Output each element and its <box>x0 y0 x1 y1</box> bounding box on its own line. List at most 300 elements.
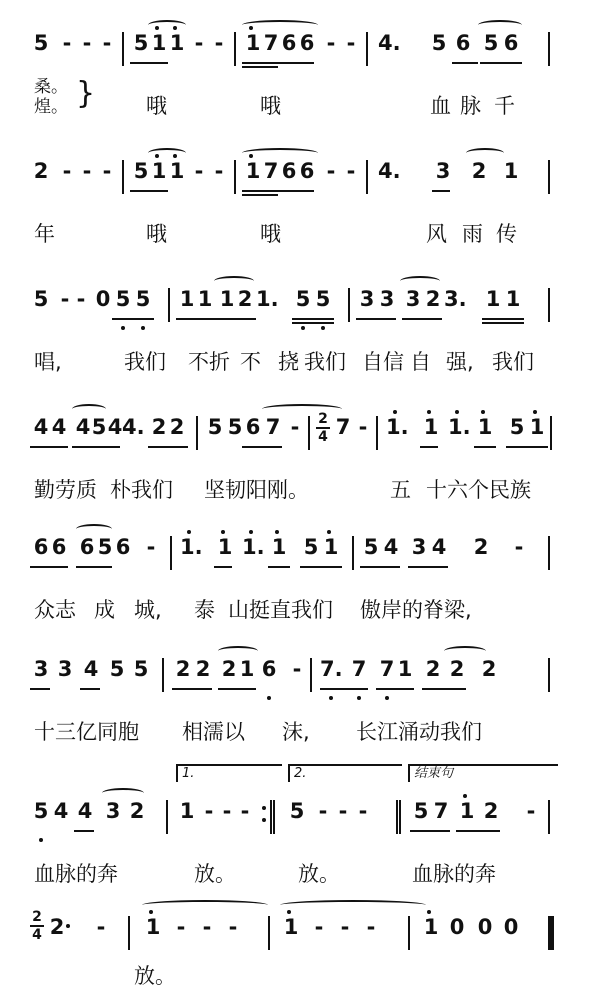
note: 3 <box>359 287 375 311</box>
underline <box>214 566 232 568</box>
note: 4 <box>75 415 91 439</box>
note: 2 <box>33 159 49 183</box>
note: 2 <box>175 657 191 681</box>
note: 2 <box>425 287 441 311</box>
note: 2 <box>237 287 253 311</box>
underline <box>360 566 400 568</box>
barline <box>268 916 270 950</box>
underline <box>112 318 154 320</box>
dash: - <box>102 159 112 183</box>
notation-row <box>30 28 570 74</box>
underline <box>292 322 334 324</box>
lyrics-row <box>34 858 574 888</box>
lyric: 不 <box>240 350 261 374</box>
time-signature-top: 2 <box>32 909 42 925</box>
time-signature-top: 2 <box>318 411 328 427</box>
dash: - <box>82 31 92 55</box>
dash: - <box>76 287 86 311</box>
underline <box>376 688 414 690</box>
high-octave-dot <box>187 530 191 534</box>
underline <box>292 318 334 320</box>
underline <box>320 688 368 690</box>
notation-row <box>30 654 570 700</box>
underline <box>216 318 256 320</box>
underline <box>176 318 216 320</box>
high-octave-dot <box>249 530 253 534</box>
note: 2 <box>425 657 441 681</box>
low-octave-dot <box>121 326 125 330</box>
lyric: 不折 <box>188 350 230 374</box>
note: 5 <box>33 31 49 55</box>
note: 5 <box>431 31 447 55</box>
lyric: 风 <box>426 222 447 246</box>
note: 1 <box>423 415 439 439</box>
lyric: 放。 <box>298 862 340 886</box>
lyric: 勤劳质 <box>34 478 97 502</box>
lyrics-row <box>34 964 574 1004</box>
dash: - <box>214 31 224 55</box>
dash: - <box>96 915 106 939</box>
note: 3 <box>33 657 49 681</box>
volta-second-ending: 2. <box>288 764 402 782</box>
dash: - <box>290 415 300 439</box>
underline <box>422 688 466 690</box>
barline <box>308 416 310 450</box>
dash: - <box>314 915 324 939</box>
brace: } <box>76 76 96 111</box>
note: 7 <box>265 415 281 439</box>
underline <box>432 190 450 192</box>
note: 1 <box>169 159 185 183</box>
note: 1. <box>448 415 471 439</box>
low-octave-dot <box>385 696 389 700</box>
underline <box>452 62 478 64</box>
note: 4 <box>51 415 67 439</box>
note: 5 <box>115 287 131 311</box>
high-octave-dot <box>275 530 279 534</box>
high-octave-dot <box>287 910 291 914</box>
repeat-dot <box>262 806 266 810</box>
note: 2 <box>195 657 211 681</box>
dash: - <box>340 915 350 939</box>
lyric: 血脉的奔 <box>34 862 118 886</box>
dash: - <box>214 159 224 183</box>
underline <box>474 446 496 448</box>
note: 6 <box>455 31 471 55</box>
note: 7. <box>320 657 343 681</box>
barline <box>408 916 410 950</box>
notation-row <box>30 412 570 458</box>
note: 1 <box>245 31 261 55</box>
note: 5 <box>315 287 331 311</box>
lyric: 自信 <box>362 350 404 374</box>
dash: - <box>240 799 250 823</box>
note: 7 <box>351 657 367 681</box>
note: 1 <box>245 159 261 183</box>
note: 0 <box>503 915 519 939</box>
barline <box>548 32 550 66</box>
barline <box>548 536 550 570</box>
low-octave-dot <box>357 696 361 700</box>
underline <box>408 566 448 568</box>
note: 1 <box>151 159 167 183</box>
repeat-barline <box>270 800 275 834</box>
note: 1 <box>197 287 213 311</box>
lyrics-row <box>34 76 574 120</box>
volta-first-ending: 1. <box>176 764 282 782</box>
time-signature <box>316 412 330 444</box>
underline <box>30 566 68 568</box>
note: 2 <box>129 799 145 823</box>
note: 5 <box>413 799 429 823</box>
note: 6 <box>281 31 297 55</box>
underline <box>242 62 314 64</box>
lyric: 众志 <box>34 598 76 622</box>
note: 7 <box>335 415 351 439</box>
lyric: 朴我们 <box>110 478 173 502</box>
note: 1 <box>239 657 255 681</box>
underline <box>148 446 188 448</box>
note: 1. <box>242 535 265 559</box>
high-octave-dot <box>327 530 331 534</box>
lyrics-row <box>34 218 574 248</box>
note: 1 <box>397 657 413 681</box>
note: 3 <box>105 799 121 823</box>
note: 5 <box>133 657 149 681</box>
note: 6 <box>261 657 277 681</box>
note: 6 <box>299 159 315 183</box>
lyric: 长江涌动我们 <box>356 720 482 744</box>
note: 1 <box>529 415 545 439</box>
lyric: 放。 <box>194 862 236 886</box>
note: 4 <box>383 535 399 559</box>
tie <box>444 646 486 656</box>
lyric: 城, <box>134 598 162 622</box>
note: 5 <box>135 287 151 311</box>
lyric: 血 <box>430 94 451 118</box>
lyric: 十六个民族 <box>426 478 531 502</box>
note: 2 <box>471 159 487 183</box>
barline <box>128 916 130 950</box>
dash: - <box>102 31 112 55</box>
note: 1 <box>145 915 161 939</box>
barline <box>366 160 368 194</box>
slur <box>148 20 186 30</box>
high-octave-dot <box>463 794 467 798</box>
barline <box>548 800 550 834</box>
note: 4 <box>53 799 69 823</box>
underline <box>218 688 256 690</box>
tie <box>280 900 426 910</box>
dash: - <box>60 287 70 311</box>
note: 1. <box>256 287 279 311</box>
note: 3 <box>379 287 395 311</box>
high-octave-dot <box>533 410 537 414</box>
slur <box>72 404 106 414</box>
note: 0 <box>95 287 111 311</box>
high-octave-dot <box>149 910 153 914</box>
slur <box>214 276 254 286</box>
note: 6 <box>115 535 131 559</box>
underline <box>242 190 314 192</box>
note: 6 <box>33 535 49 559</box>
underline <box>76 566 112 568</box>
underline <box>482 318 524 320</box>
note: 1 <box>283 915 299 939</box>
note: 1. <box>386 415 409 439</box>
note: 5 <box>33 799 49 823</box>
barline <box>548 288 550 322</box>
barline <box>310 658 312 692</box>
lyric: 脉 <box>460 94 481 118</box>
lyric: 放。 <box>134 964 176 988</box>
note: 4. <box>122 415 145 439</box>
barline <box>196 416 198 450</box>
barline <box>550 416 552 450</box>
underline <box>402 318 442 320</box>
dash: - <box>62 31 72 55</box>
note: 2 <box>221 657 237 681</box>
underline <box>30 446 68 448</box>
note: 6 <box>299 31 315 55</box>
note: 6 <box>51 535 67 559</box>
lyrics-row <box>34 594 574 624</box>
lyric: 傲岸的脊梁, <box>360 598 472 622</box>
dash: - <box>146 535 156 559</box>
underline <box>410 830 450 832</box>
note: 6 <box>281 159 297 183</box>
note: 3 <box>411 535 427 559</box>
dash: - <box>346 159 356 183</box>
note: 1 <box>271 535 287 559</box>
low-octave-dot <box>329 696 333 700</box>
slur <box>148 148 186 158</box>
repeat-dot <box>262 818 266 822</box>
dash: - <box>194 31 204 55</box>
volta-coda: 结束句 <box>408 764 558 782</box>
underline <box>172 688 212 690</box>
lyric: 雨 <box>462 222 483 246</box>
note: 5 <box>33 287 49 311</box>
lyric: 挠 <box>278 350 299 374</box>
barline <box>548 160 550 194</box>
note: 7 <box>379 657 395 681</box>
note: 2 <box>481 657 497 681</box>
note: 2 <box>449 657 465 681</box>
notation-row <box>30 909 570 958</box>
note: 4 <box>83 657 99 681</box>
dash: - <box>326 31 336 55</box>
lyric: 唱, <box>34 350 62 374</box>
slur <box>242 148 318 158</box>
tie <box>262 404 342 414</box>
note: 1 <box>179 287 195 311</box>
note: 5 <box>509 415 525 439</box>
lyric: 哦 <box>146 94 167 118</box>
note: 2 <box>151 415 167 439</box>
barline <box>376 416 378 450</box>
barline <box>352 536 354 570</box>
barline <box>348 288 350 322</box>
note: 2 <box>169 415 185 439</box>
note: 1 <box>169 31 185 55</box>
lyric: 坚韧阳刚。 <box>204 478 309 502</box>
underline <box>30 688 50 690</box>
low-octave-dot <box>267 696 271 700</box>
note: 1 <box>217 535 233 559</box>
note: 5 <box>227 415 243 439</box>
barline <box>234 32 236 66</box>
barline <box>234 160 236 194</box>
dash: - <box>358 799 368 823</box>
dash: - <box>176 915 186 939</box>
high-octave-dot <box>221 530 225 534</box>
dash: - <box>338 799 348 823</box>
slur <box>218 646 258 656</box>
dash: - <box>194 159 204 183</box>
lyric: 桑。 <box>34 77 68 97</box>
note: 7 <box>263 159 279 183</box>
note: 5 <box>207 415 223 439</box>
time-signature <box>30 910 44 942</box>
underline <box>482 322 524 324</box>
underline <box>72 446 120 448</box>
lyric: 十三亿同胞 <box>34 720 139 744</box>
slur <box>242 20 318 30</box>
lyric: 哦 <box>260 222 281 246</box>
dash: - <box>366 915 376 939</box>
underline <box>242 66 278 68</box>
note: 5 <box>133 159 149 183</box>
notation-row <box>30 796 570 842</box>
note: 1 <box>477 415 493 439</box>
slur <box>76 524 112 534</box>
note: 4 <box>33 415 49 439</box>
underline <box>420 446 438 448</box>
barline <box>366 32 368 66</box>
dash: - <box>204 799 214 823</box>
slur <box>466 148 504 158</box>
note: 1 <box>459 799 475 823</box>
lyric: 千 <box>494 94 515 118</box>
underline <box>130 62 168 64</box>
note: 5 <box>97 535 113 559</box>
note: 5 <box>303 535 319 559</box>
slur <box>400 276 440 286</box>
high-octave-dot <box>455 410 459 414</box>
note: 5 <box>91 415 107 439</box>
underline <box>242 446 282 448</box>
high-octave-dot <box>393 410 397 414</box>
dash: - <box>62 159 72 183</box>
underline <box>242 194 278 196</box>
note: 6 <box>503 31 519 55</box>
fermata-dot <box>66 924 70 928</box>
dash: - <box>222 799 232 823</box>
lyric: 哦 <box>146 222 167 246</box>
notation-row <box>30 284 570 330</box>
note: 5 <box>289 799 305 823</box>
lyric: 血脉的奔 <box>412 862 496 886</box>
note: 5 <box>483 31 499 55</box>
dash: - <box>202 915 212 939</box>
underline <box>130 190 168 192</box>
lyric: 沫, <box>282 720 310 744</box>
lyric: 五 <box>390 478 411 502</box>
lyric: 我们 <box>124 350 166 374</box>
low-octave-dot <box>301 326 305 330</box>
note: 4 <box>431 535 447 559</box>
note: 1 <box>151 31 167 55</box>
barline <box>168 288 170 322</box>
barline <box>166 800 168 834</box>
dash: - <box>82 159 92 183</box>
slur <box>478 20 522 30</box>
lyric: 煌。 <box>34 97 68 117</box>
lyric: 传 <box>496 222 517 246</box>
note: 3 <box>435 159 451 183</box>
lyric: 我们 <box>304 350 346 374</box>
note: 1 <box>503 159 519 183</box>
note: 4. <box>378 31 401 55</box>
low-octave-dot <box>39 838 43 842</box>
low-octave-dot <box>321 326 325 330</box>
note: 1 <box>179 799 195 823</box>
slur <box>102 788 144 798</box>
underline <box>74 830 94 832</box>
note: 2 <box>49 915 65 939</box>
underline <box>480 62 522 64</box>
high-octave-dot <box>427 910 431 914</box>
time-signature-bottom: 4 <box>318 429 328 445</box>
note: 0 <box>477 915 493 939</box>
underline <box>268 566 290 568</box>
barline <box>170 536 172 570</box>
dash: - <box>358 415 368 439</box>
dash: - <box>318 799 328 823</box>
lyrics-row <box>34 716 574 746</box>
dash: - <box>228 915 238 939</box>
note: 3 <box>405 287 421 311</box>
notation-row <box>30 156 570 202</box>
note: 1. <box>180 535 203 559</box>
lyric: 年 <box>34 222 55 246</box>
note: 2 <box>473 535 489 559</box>
lyric: 自 <box>410 350 431 374</box>
underline <box>356 318 396 320</box>
note: 6 <box>245 415 261 439</box>
lyric: 哦 <box>260 94 281 118</box>
lyric: 泰 <box>194 598 215 622</box>
note: 7 <box>263 31 279 55</box>
note: 4 <box>107 415 123 439</box>
time-signature-bottom: 4 <box>32 927 42 943</box>
note: 1 <box>485 287 501 311</box>
high-octave-dot <box>481 410 485 414</box>
final-barline <box>548 916 554 950</box>
note: 0 <box>449 915 465 939</box>
tie <box>142 900 268 910</box>
dash: - <box>514 535 524 559</box>
barline <box>122 32 124 66</box>
notation-row <box>30 532 570 578</box>
note: 1 <box>505 287 521 311</box>
lyric: 成 <box>94 598 115 622</box>
underline <box>80 688 100 690</box>
note: 5 <box>295 287 311 311</box>
lyrics-row <box>34 474 574 504</box>
note: 5 <box>363 535 379 559</box>
